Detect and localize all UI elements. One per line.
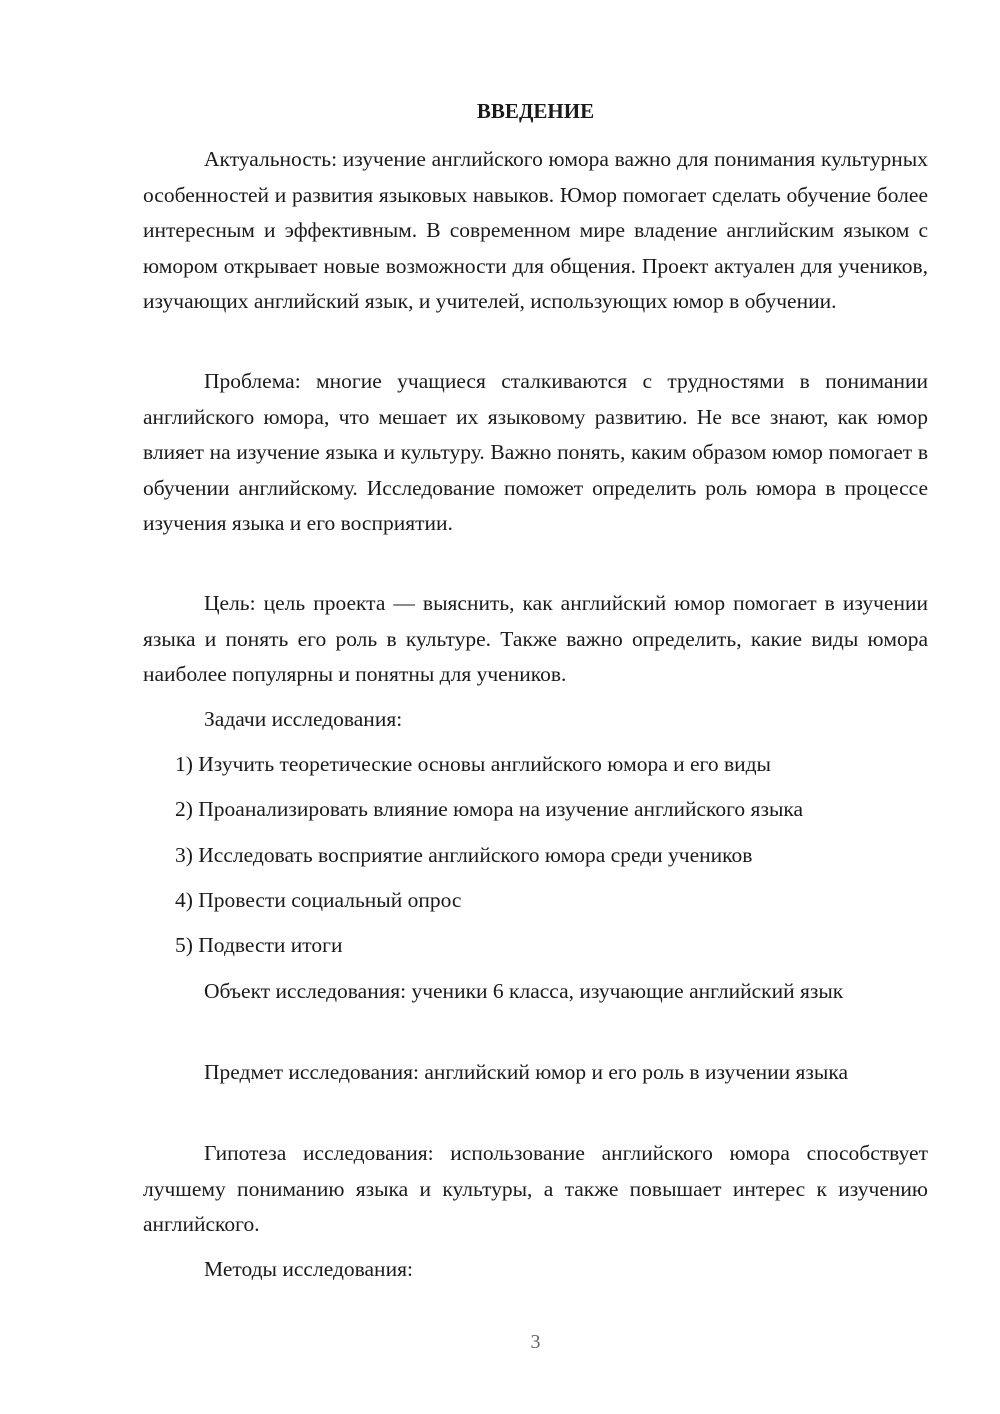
methods-heading: Методы исследования: [204, 1257, 413, 1281]
document-page [143, 0, 928, 1414]
goal-paragraph: Цель: цель проекта — выяснить, как английский юмор помогает в изучении языка и понять его роль в культуре. Также важно определить, какие виды юмора наиболее популярны и понятны для учеников. [143, 591, 928, 686]
relevance-paragraph: Актуальность: изучение английского юмора важно для понимания культурных особенностей и развития языковых навыков. Юмор помогает сделать обучение более интересным и эффективным. В современном мире владение английским языком с юмором открывает новые возможности для общения. Проект актуален для учеников, изучающих английский язык, и учителей, использующих юмор в обучении. [143, 147, 928, 313]
task-item-4: 4) Провести социальный опрос [175, 888, 462, 912]
page-number: 3 [530, 1331, 541, 1353]
page-title: ВВЕДЕНИЕ [476, 99, 595, 123]
problem-paragraph: Проблема: многие учащиеся сталкиваются с трудностями в понимании английского юмора, что мешает их языковому развитию. Не все знают, как юмор влияет на изучение языка и культуру. Важно понять, каким образом юмор помогает в обучении английскому. Исследование поможет определить роль юмора в процессе изучения языка и его восприятии. [143, 369, 928, 535]
task-item-5: 5) Подвести итоги [175, 933, 343, 957]
task-item-2: 2) Проанализировать влияние юмора на изучение английского языка [175, 797, 804, 821]
hypothesis-paragraph: Гипотеза исследования: использование английского юмора способствует лучшему пониманию языка и культуры, а также повышает интерес к изучению английского. [143, 1141, 928, 1236]
task-item-3: 3) Исследовать восприятие английского юмора среди учеников [175, 843, 753, 867]
subject-paragraph: Предмет исследования: английский юмор и его роль в изучении языка [204, 1060, 848, 1084]
task-item-1: 1) Изучить теоретические основы английского юмора и его виды [175, 752, 771, 776]
object-paragraph: Объект исследования: ученики 6 класса, изучающие английский язык [204, 979, 844, 1003]
tasks-heading: Задачи исследования: [204, 707, 403, 731]
